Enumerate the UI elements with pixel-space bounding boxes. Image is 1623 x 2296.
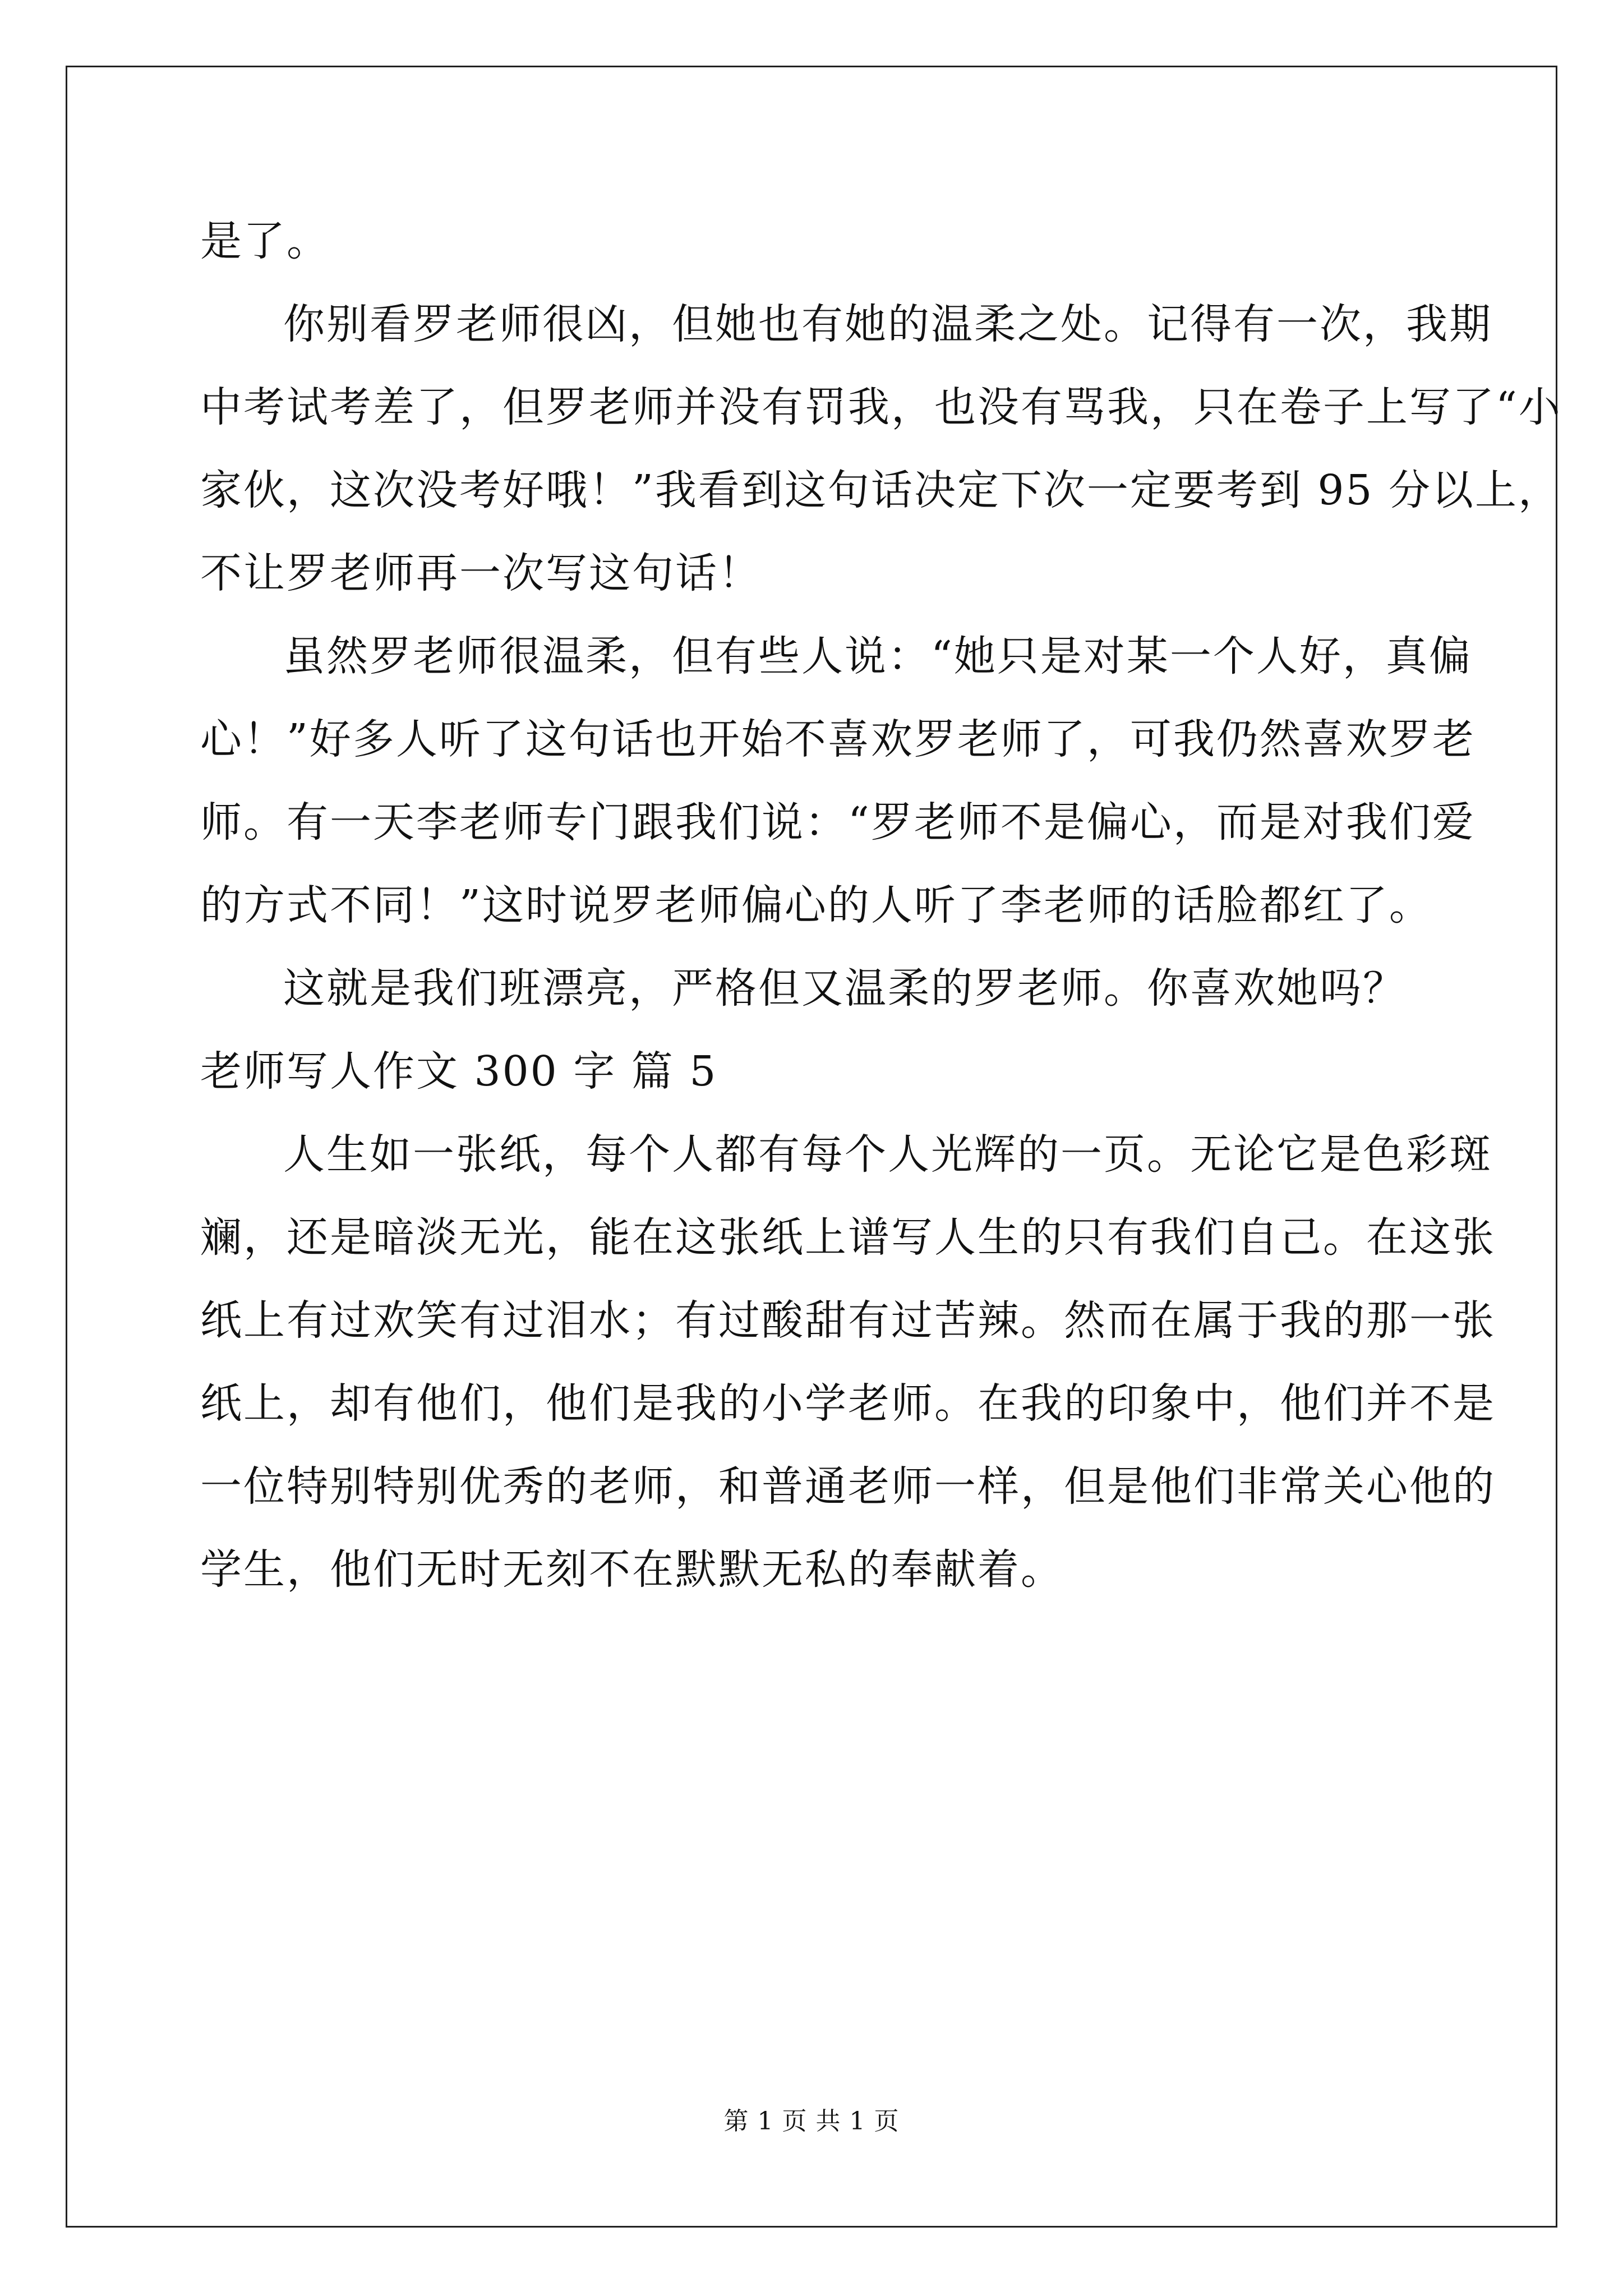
paragraph-line: 是了。 (200, 217, 330, 265)
paragraph-line: 纸上，却有他们，他们是我的小学老师。在我的印象中，他们并不是 (200, 1379, 1496, 1428)
paragraph-line: 不让罗老师再一次写这句话！ (200, 549, 762, 597)
paragraph-line: 你别看罗老师很凶，但她也有她的温柔之处。记得有一次，我期 (283, 300, 1492, 348)
paragraph-line: 虽然罗老师很温柔，但有些人说：“她只是对某一个人好，真偏 (283, 632, 1472, 680)
paragraph-line: 人生如一张纸，每个人都有每个人光辉的一页。无论它是色彩斑 (283, 1130, 1492, 1179)
section-heading: 老师写人作文 300 字 篇 5 (200, 1047, 718, 1096)
paragraph-line: 的方式不同！”这时说罗老师偏心的人听了李老师的话脸都红了。 (200, 881, 1432, 930)
paragraph-line: 家伙，这次没考好哦！”我看到这句话决定下次一定要考到 95 分以上， (200, 466, 1562, 514)
paragraph-line: 斓，还是暗淡无光，能在这张纸上谱写人生的只有我们自己。在这张 (200, 1213, 1496, 1262)
paragraph-line: 心！”好多人听了这句话也开始不喜欢罗老师了，可我仍然喜欢罗老 (200, 715, 1476, 763)
paragraph-line: 师。有一天李老师专门跟我们说：“罗老师不是偏心，而是对我们爱 (200, 798, 1476, 846)
paragraph-line: 中考试考差了，但罗老师并没有罚我，也没有骂我，只在卷子上写了“小 (200, 383, 1562, 431)
paragraph-line: 学生，他们无时无刻不在默默无私的奉献着。 (200, 1545, 1064, 1594)
page-number: 第 1 页 共 1 页 (723, 2107, 900, 2136)
paragraph-line: 纸上有过欢笑有过泪水；有过酸甜有过苦辣。然而在属于我的那一张 (200, 1296, 1496, 1345)
paragraph-line: 一位特别特别优秀的老师，和普通老师一样，但是他们非常关心他的 (200, 1462, 1496, 1511)
paragraph-line: 这就是我们班漂亮，严格但又温柔的罗老师。你喜欢她吗？ (283, 964, 1406, 1013)
